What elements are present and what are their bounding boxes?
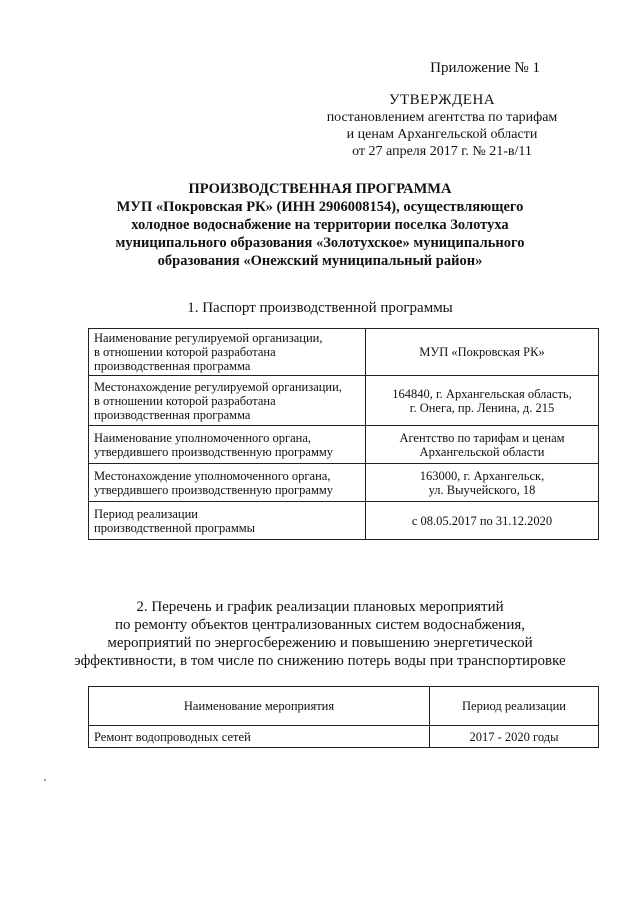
label-line: производственная программа	[94, 407, 251, 422]
header-period: Период реализации	[430, 687, 599, 726]
table-row	[89, 329, 599, 376]
value-line: Агентство по тарифам и ценам	[399, 430, 565, 445]
table-header-row	[89, 687, 599, 726]
approval-line-3: от 27 апреля 2017 г. № 21-в/11	[352, 144, 532, 159]
row-value	[366, 329, 599, 376]
section-2-title-line-3: мероприятий по энергосбережению и повышению энергетической	[107, 635, 533, 651]
title-line-3: холодное водоснабжение на территории поселка Золотуха	[131, 217, 509, 233]
row-label	[89, 376, 366, 426]
label-line: Наименование регулируемой организации,	[94, 331, 323, 345]
event-period: 2017 - 2020 годы	[430, 726, 599, 748]
approval-line-2: и ценам Архангельской области	[346, 127, 538, 142]
value-line: г. Онега, пр. Ленина, д. 215	[409, 400, 555, 415]
document-title	[60, 180, 580, 270]
table-row	[89, 464, 599, 502]
event-name: Ремонт водопроводных сетей	[89, 726, 430, 748]
value-line: с 08.05.2017 по 31.12.2020	[411, 513, 553, 528]
approval-line-1: постановлением агентства по тарифам	[326, 110, 558, 125]
events-table	[88, 686, 599, 748]
header-event: Наименование мероприятия	[89, 687, 430, 726]
value-line: 163000, г. Архангельск,	[419, 468, 545, 483]
value-line: ул. Выучейского, 18	[428, 482, 536, 497]
title-line-2: МУП «Покровская РК» (ИНН 2906008154), осуществляющего	[116, 199, 524, 215]
section-2-title	[40, 598, 600, 670]
row-label	[89, 329, 366, 376]
table-row	[89, 502, 599, 540]
appendix-number: Приложение № 1	[430, 60, 540, 76]
title-line-4: муниципального образования «Золотухское» муниципального	[115, 235, 525, 251]
section-1-title: 1. Паспорт производственной программы	[187, 300, 453, 316]
label-line: утвердившего производственную программу	[94, 444, 334, 459]
title-line-5: образования «Онежский муниципальный район»	[157, 253, 483, 269]
row-label	[89, 426, 366, 464]
label-line: Период реализации	[94, 506, 198, 521]
section-2-title-line-2: по ремонту объектов централизованных систем водоснабжения,	[114, 617, 525, 633]
value-line: МУП «Покровская РК»	[419, 345, 545, 359]
passport-table	[88, 328, 599, 540]
row-label	[89, 464, 366, 502]
label-line: утвердившего производственную программу	[94, 482, 334, 497]
title-line-1: ПРОИЗВОДСТВЕННАЯ ПРОГРАММА	[188, 181, 452, 197]
section-2-title-line-1: 2. Перечень и график реализации плановых мероприятий	[136, 599, 504, 615]
row-value	[366, 426, 599, 464]
label-line: Наименование уполномоченного органа,	[94, 430, 311, 445]
row-value	[366, 376, 599, 426]
approval-heading: УТВЕРЖДЕНА	[388, 92, 496, 108]
section-2-title-line-4: эффективности, в том числе по снижению потерь воды при транспортировке	[74, 653, 566, 669]
table-row	[89, 426, 599, 464]
label-line: в отношении которой разработана	[94, 393, 276, 408]
label-line: производственная программа	[94, 359, 251, 373]
label-line: производственной программы	[94, 520, 256, 535]
label-line: Местонахождение уполномоченного органа,	[94, 468, 331, 483]
label-line: в отношении которой разработана	[94, 345, 276, 359]
table-row	[89, 376, 599, 426]
row-label	[89, 502, 366, 540]
row-value	[366, 464, 599, 502]
label-line: Местонахождение регулируемой организации,	[94, 379, 342, 394]
value-line: Архангельской области	[419, 444, 545, 459]
scan-speck	[44, 779, 46, 781]
table-row	[89, 726, 599, 748]
value-line: 164840, г. Архангельская область,	[392, 386, 572, 401]
approval-stamp	[317, 92, 567, 160]
row-value	[366, 502, 599, 540]
